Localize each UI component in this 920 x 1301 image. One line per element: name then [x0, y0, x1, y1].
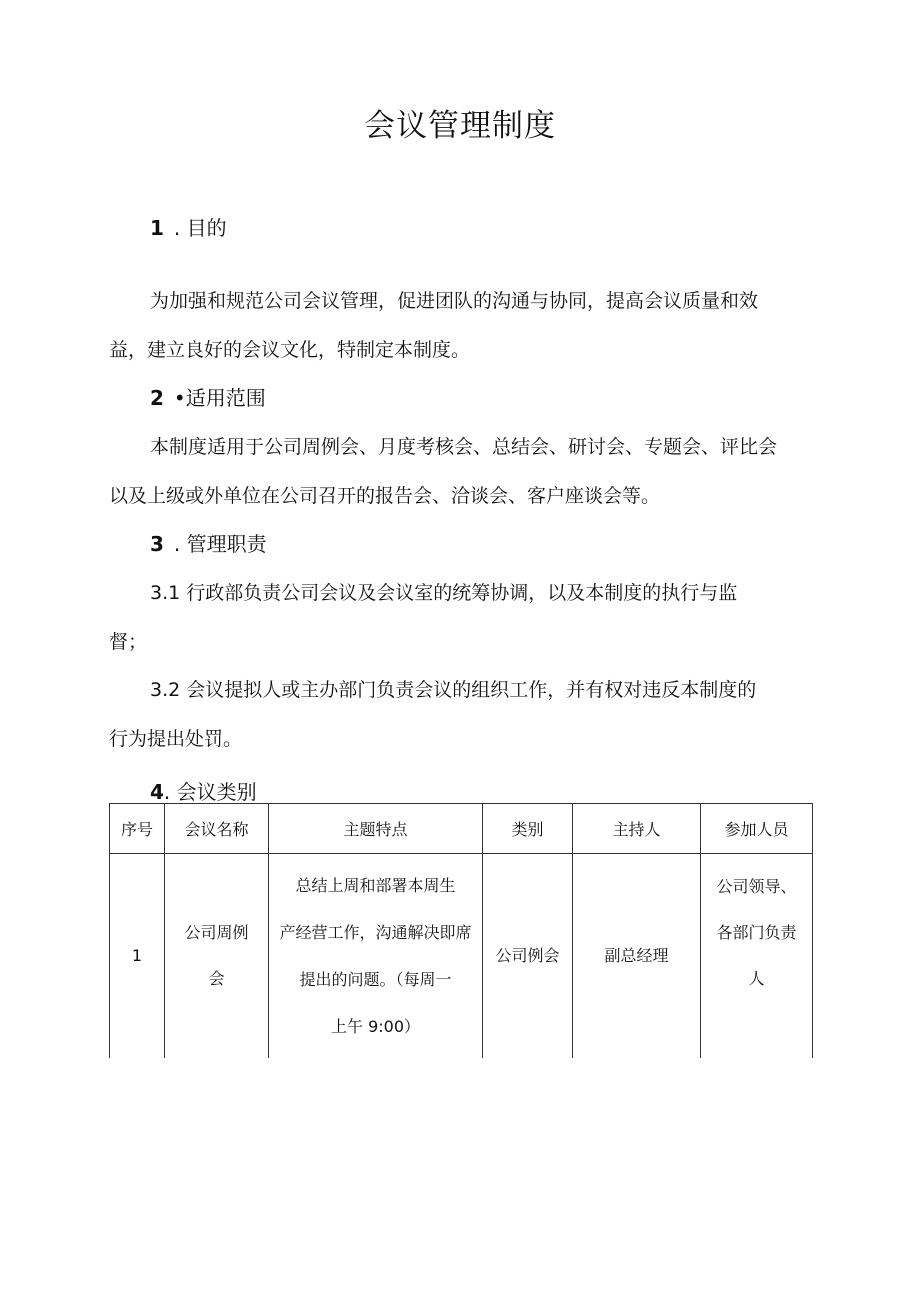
section-heading-scope — [150, 382, 266, 411]
section-title: . 会议类别 — [163, 780, 257, 804]
table-row — [110, 854, 813, 1059]
cell-text-line: 总结上周和部署本周生 — [295, 876, 456, 895]
section-number: 1 — [150, 216, 164, 240]
section-heading-purpose — [150, 212, 227, 241]
meeting-types-table — [109, 803, 813, 1058]
section-number: 4 — [150, 780, 164, 804]
section-title: •适用范围 — [173, 386, 266, 410]
header-host: 主持人 — [573, 804, 701, 854]
cell-text-line: 会 — [208, 969, 225, 988]
scope-text-line-1: 本制度适用于公司周例会、月度考核会、总结会、研讨会、专题会、评比会 — [150, 436, 778, 458]
document-title: 会议管理制度 — [364, 108, 556, 144]
cell-text-line: 公司周例 — [184, 923, 249, 942]
section-title: . 管理职责 — [173, 532, 267, 556]
header-attendees: 参加人员 — [701, 804, 813, 854]
cell-text-line: 各部门负责 — [716, 923, 797, 942]
table-header-row — [110, 804, 813, 854]
section-number: 3 — [150, 532, 164, 556]
purpose-text-line-1: 为加强和规范公司会议管理，促进团队的沟通与协同，提高会议质量和效 — [150, 290, 759, 312]
header-no: 序号 — [110, 804, 165, 854]
cell-no: 1 — [110, 854, 165, 1059]
purpose-text-line-2: 益，建立良好的会议文化，特制定本制度。 — [109, 339, 471, 361]
duty-1-line-1: 3.1 行政部负责公司会议及会议室的统筹协调，以及本制度的执行与监 — [150, 582, 738, 604]
duty-2-line-2: 行为提出处罚。 — [109, 728, 243, 750]
cell-topic — [269, 854, 483, 1059]
scope-text-line-2: 以及上级或外单位在公司召开的报告会、洽谈会、客户座谈会等。 — [109, 485, 661, 507]
cell-attendees — [701, 854, 813, 1059]
cell-meeting-name — [165, 854, 269, 1059]
cell-text-line: 上午 9:00） — [330, 1017, 421, 1036]
duty-1-line-2: 督； — [109, 631, 148, 653]
cell-host: 副总经理 — [573, 854, 701, 1059]
section-heading-duties — [150, 528, 267, 557]
cell-text-line: 人 — [748, 969, 765, 988]
cell-text-line: 公司领导、 — [716, 877, 797, 896]
section-title: . 目的 — [173, 216, 227, 240]
section-heading-meeting-types — [150, 776, 257, 805]
cell-category: 公司例会 — [483, 854, 573, 1059]
section-number: 2 — [150, 386, 164, 410]
header-category: 类别 — [483, 804, 573, 854]
cell-text-line: 产经营工作，沟通解决即席 — [279, 923, 472, 942]
duty-2-line-1: 3.2 会议提拟人或主办部门负责会议的组织工作，并有权对违反本制度的 — [150, 679, 757, 701]
cell-text-line: 提出的问题。（每周一 — [299, 970, 452, 989]
header-topic: 主题特点 — [269, 804, 483, 854]
header-meeting-name: 会议名称 — [165, 804, 269, 854]
